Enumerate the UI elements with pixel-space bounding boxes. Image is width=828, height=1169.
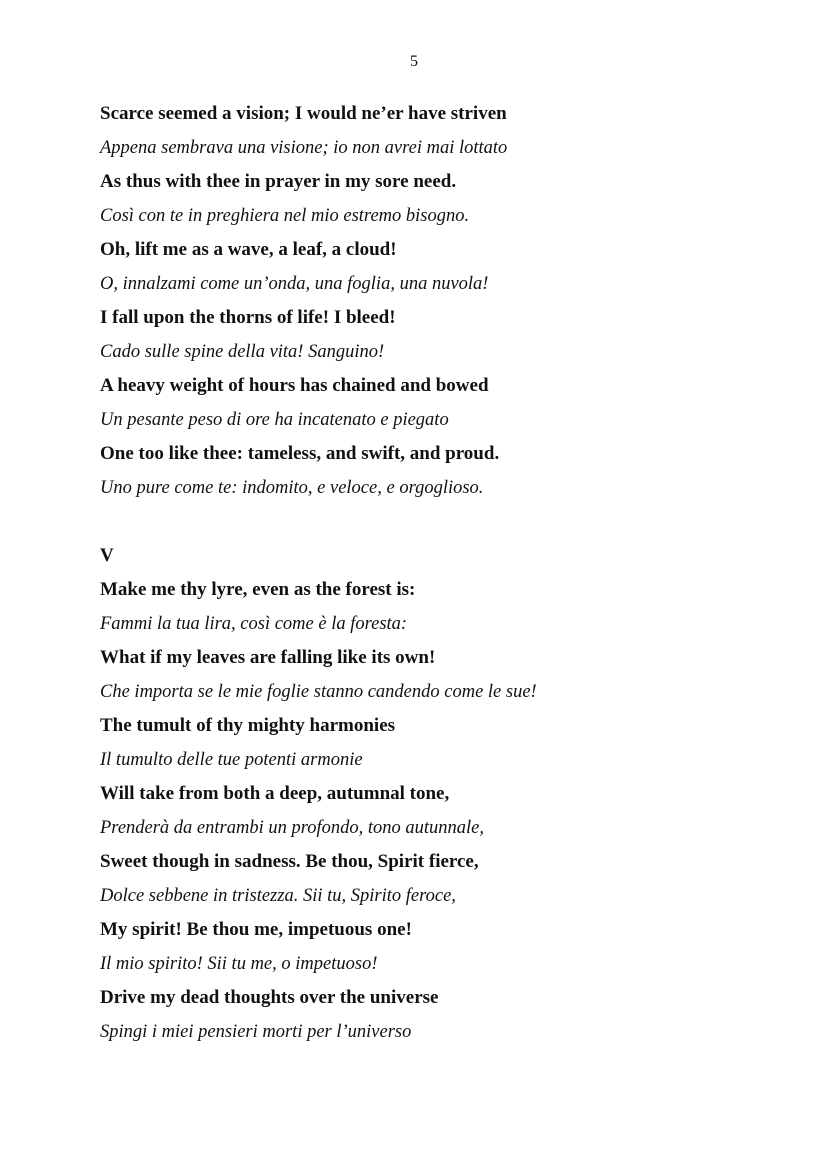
english-line: One too like thee: tameless, and swift, and proud. — [100, 443, 500, 464]
italian-line: Cado sulle spine della vita! Sanguino! — [100, 342, 385, 362]
english-line: I fall upon the thorns of life! I bleed! — [100, 307, 396, 328]
italian-line: Prenderà da entrambi un profondo, tono autunnale, — [100, 818, 485, 838]
english-line: A heavy weight of hours has chained and bowed — [100, 375, 489, 396]
italian-line: Il mio spirito! Sii tu me, o impetuoso! — [100, 954, 378, 974]
italian-line: Appena sembrava una visione; io non avrei mai lottato — [100, 138, 508, 158]
english-line: Drive my dead thoughts over the universe — [100, 987, 439, 1008]
english-line: Sweet though in sadness. Be thou, Spirit fierce, — [100, 851, 479, 872]
italian-line: Così con te in preghiera nel mio estremo bisogno. — [100, 206, 470, 226]
page-number: 5 — [410, 53, 418, 70]
italian-line: Fammi la tua lira, così come è la foresta: — [100, 614, 408, 634]
english-line: Oh, lift me as a wave, a leaf, a cloud! — [100, 239, 397, 260]
english-line: My spirit! Be thou me, impetuous one! — [100, 919, 412, 940]
poem-body — [100, 100, 760, 1052]
italian-line: Il tumulto delle tue potenti armonie — [100, 750, 363, 770]
section-heading: V — [100, 545, 114, 566]
stanza-spacer — [100, 508, 760, 542]
italian-line: Un pesante peso di ore ha incatenato e piegato — [100, 410, 449, 430]
english-line: Scarce seemed a vision; I would ne’er have striven — [100, 103, 507, 124]
english-line: Make me thy lyre, even as the forest is: — [100, 579, 416, 600]
english-line: As thus with thee in prayer in my sore need. — [100, 171, 457, 192]
italian-line: Uno pure come te: indomito, e veloce, e orgoglioso. — [100, 478, 484, 498]
english-line: The tumult of thy mighty harmonies — [100, 715, 396, 736]
italian-line: O, innalzami come un’onda, una foglia, una nuvola! — [100, 274, 489, 294]
english-line: Will take from both a deep, autumnal tone, — [100, 783, 450, 804]
italian-line: Dolce sebbene in tristezza. Sii tu, Spirito feroce, — [100, 886, 456, 906]
english-line: What if my leaves are falling like its own! — [100, 647, 436, 668]
italian-line: Che importa se le mie foglie stanno candendo come le sue! — [100, 682, 537, 702]
italian-line: Spingi i miei pensieri morti per l’universo — [100, 1022, 412, 1042]
